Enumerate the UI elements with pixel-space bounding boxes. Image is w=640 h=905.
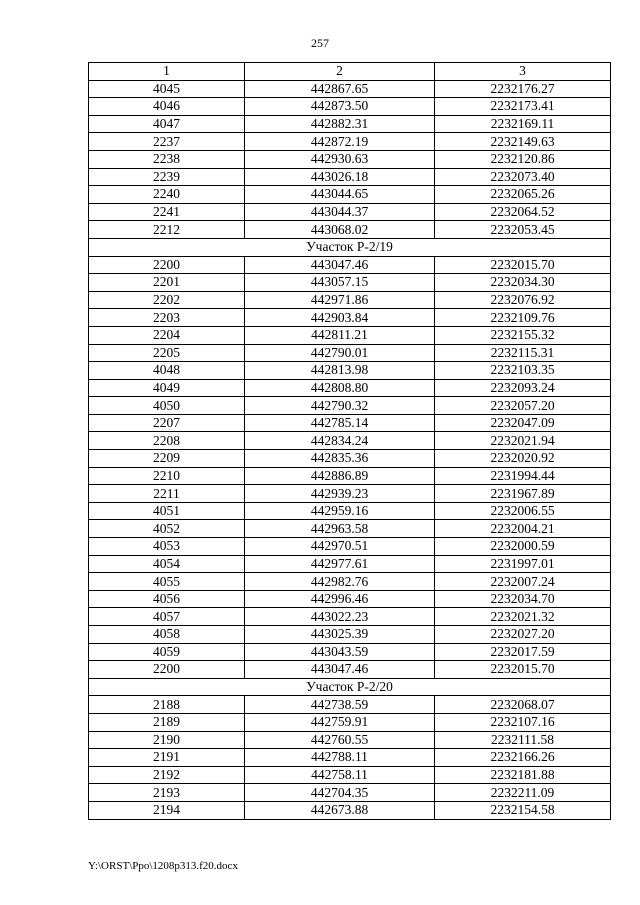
table-row [89,186,611,204]
y-coordinate-cell: 2232103.35 [435,362,611,380]
x-coordinate-cell: 443025.39 [245,626,435,644]
x-coordinate-cell: 442939.23 [245,485,435,503]
x-coordinate-cell: 442977.61 [245,555,435,573]
point-number-cell: 2238 [89,150,245,168]
x-coordinate-cell: 442758.11 [245,766,435,784]
table-row [89,133,611,151]
x-coordinate-cell: 442970.51 [245,538,435,556]
point-number-cell: 4058 [89,626,245,644]
x-coordinate-cell: 443044.37 [245,203,435,221]
table-row [89,432,611,450]
table-row [89,414,611,432]
table-row [89,98,611,116]
y-coordinate-cell: 2232176.27 [435,80,611,98]
table-row [89,696,611,714]
point-number-cell: 2200 [89,256,245,274]
x-coordinate-cell: 443026.18 [245,168,435,186]
table-row [89,309,611,327]
x-coordinate-cell: 442785.14 [245,414,435,432]
table-row [89,661,611,679]
table-row [89,168,611,186]
point-number-cell: 2239 [89,168,245,186]
x-coordinate-cell: 442963.58 [245,520,435,538]
point-number-cell: 4047 [89,115,245,133]
x-coordinate-cell: 442790.01 [245,344,435,362]
y-coordinate-cell: 2232034.70 [435,590,611,608]
y-coordinate-cell: 2232149.63 [435,133,611,151]
y-coordinate-cell: 2232181.88 [435,766,611,784]
table-row [89,538,611,556]
table-row [89,643,611,661]
table-row [89,450,611,468]
table-row [89,256,611,274]
table-row [89,749,611,767]
table-row [89,626,611,644]
x-coordinate-cell: 443043.59 [245,643,435,661]
point-number-cell: 4048 [89,362,245,380]
y-coordinate-cell: 2232006.55 [435,502,611,520]
point-number-cell: 4056 [89,590,245,608]
x-coordinate-cell: 442959.16 [245,502,435,520]
y-coordinate-cell: 2232166.26 [435,749,611,767]
table-row [89,590,611,608]
x-coordinate-cell: 442704.35 [245,784,435,802]
y-coordinate-cell: 2232093.24 [435,379,611,397]
file-path-footer: Y:\ORST\Ppo\1208p313.f20.docx [88,860,238,872]
y-coordinate-cell: 2232027.20 [435,626,611,644]
table-row [89,766,611,784]
y-coordinate-cell: 2232155.32 [435,326,611,344]
y-coordinate-cell: 2231994.44 [435,467,611,485]
point-number-cell: 2241 [89,203,245,221]
point-number-cell: 2203 [89,309,245,327]
y-coordinate-cell: 2232000.59 [435,538,611,556]
point-number-cell: 4059 [89,643,245,661]
section-header-row [89,678,611,696]
point-number-cell: 2205 [89,344,245,362]
section-header-row [89,238,611,256]
column-header: 2 [245,63,435,81]
point-number-cell: 4049 [89,379,245,397]
table-row [89,502,611,520]
table-row [89,485,611,503]
point-number-cell: 2201 [89,274,245,292]
point-number-cell: 2200 [89,661,245,679]
x-coordinate-cell: 442811.21 [245,326,435,344]
y-coordinate-cell: 2232211.09 [435,784,611,802]
table-row [89,731,611,749]
y-coordinate-cell: 2232073.40 [435,168,611,186]
column-header: 1 [89,63,245,81]
x-coordinate-cell: 442872.19 [245,133,435,151]
point-number-cell: 2207 [89,414,245,432]
x-coordinate-cell: 442882.31 [245,115,435,133]
column-header: 3 [435,63,611,81]
y-coordinate-cell: 2232076.92 [435,291,611,309]
table-row [89,203,611,221]
y-coordinate-cell: 2232068.07 [435,696,611,714]
x-coordinate-cell: 442867.65 [245,80,435,98]
point-number-cell: 2212 [89,221,245,239]
table-row [89,274,611,292]
y-coordinate-cell: 2232154.58 [435,801,611,819]
x-coordinate-cell: 442834.24 [245,432,435,450]
point-number-cell: 2211 [89,485,245,503]
x-coordinate-cell: 442808.80 [245,379,435,397]
point-number-cell: 2189 [89,713,245,731]
coordinates-table [88,62,611,820]
point-number-cell: 2210 [89,467,245,485]
point-number-cell: 4053 [89,538,245,556]
y-coordinate-cell: 2232115.31 [435,344,611,362]
table-row [89,608,611,626]
table-row [89,713,611,731]
point-number-cell: 4050 [89,397,245,415]
x-coordinate-cell: 442996.46 [245,590,435,608]
y-coordinate-cell: 2232169.11 [435,115,611,133]
y-coordinate-cell: 2232053.45 [435,221,611,239]
table-row [89,326,611,344]
table-row [89,784,611,802]
x-coordinate-cell: 443022.23 [245,608,435,626]
x-coordinate-cell: 442790.32 [245,397,435,415]
point-number-cell: 2204 [89,326,245,344]
y-coordinate-cell: 2232109.76 [435,309,611,327]
x-coordinate-cell: 442873.50 [245,98,435,116]
x-coordinate-cell: 443057.15 [245,274,435,292]
point-number-cell: 2190 [89,731,245,749]
table-row [89,150,611,168]
table-row [89,291,611,309]
y-coordinate-cell: 2232007.24 [435,573,611,591]
point-number-cell: 2208 [89,432,245,450]
table-row [89,801,611,819]
y-coordinate-cell: 2232173.41 [435,98,611,116]
table-row [89,80,611,98]
y-coordinate-cell: 2232064.52 [435,203,611,221]
table-row [89,397,611,415]
table-row [89,573,611,591]
point-number-cell: 4055 [89,573,245,591]
point-number-cell: 4054 [89,555,245,573]
x-coordinate-cell: 442760.55 [245,731,435,749]
y-coordinate-cell: 2232057.20 [435,397,611,415]
table-row [89,467,611,485]
y-coordinate-cell: 2232015.70 [435,661,611,679]
y-coordinate-cell: 2232065.26 [435,186,611,204]
x-coordinate-cell: 442971.86 [245,291,435,309]
x-coordinate-cell: 443047.46 [245,661,435,679]
y-coordinate-cell: 2232047.09 [435,414,611,432]
table-body [89,80,611,819]
section-title: Участок Р-2/20 [89,678,611,696]
y-coordinate-cell: 2232111.58 [435,731,611,749]
point-number-cell: 2240 [89,186,245,204]
point-number-cell: 4045 [89,80,245,98]
section-title: Участок Р-2/19 [89,238,611,256]
x-coordinate-cell: 442813.98 [245,362,435,380]
point-number-cell: 2237 [89,133,245,151]
table-row [89,379,611,397]
point-number-cell: 2192 [89,766,245,784]
point-number-cell: 2188 [89,696,245,714]
y-coordinate-cell: 2231997.01 [435,555,611,573]
x-coordinate-cell: 442903.84 [245,309,435,327]
y-coordinate-cell: 2232021.94 [435,432,611,450]
table-row [89,555,611,573]
table-row [89,344,611,362]
y-coordinate-cell: 2232034.30 [435,274,611,292]
y-coordinate-cell: 2232004.21 [435,520,611,538]
point-number-cell: 4046 [89,98,245,116]
y-coordinate-cell: 2232015.70 [435,256,611,274]
table-row [89,520,611,538]
y-coordinate-cell: 2232017.59 [435,643,611,661]
x-coordinate-cell: 442788.11 [245,749,435,767]
y-coordinate-cell: 2232120.86 [435,150,611,168]
point-number-cell: 2209 [89,450,245,468]
x-coordinate-cell: 442930.63 [245,150,435,168]
page-number: 257 [311,36,329,50]
x-coordinate-cell: 443044.65 [245,186,435,204]
table-row [89,362,611,380]
x-coordinate-cell: 442835.36 [245,450,435,468]
point-number-cell: 2202 [89,291,245,309]
point-number-cell: 4051 [89,502,245,520]
x-coordinate-cell: 442886.89 [245,467,435,485]
y-coordinate-cell: 2231967.89 [435,485,611,503]
point-number-cell: 2194 [89,801,245,819]
y-coordinate-cell: 2232021.32 [435,608,611,626]
table-header-row [89,63,611,81]
table-row [89,221,611,239]
x-coordinate-cell: 442759.91 [245,713,435,731]
y-coordinate-cell: 2232020.92 [435,450,611,468]
point-number-cell: 2191 [89,749,245,767]
x-coordinate-cell: 443047.46 [245,256,435,274]
x-coordinate-cell: 442738.59 [245,696,435,714]
point-number-cell: 2193 [89,784,245,802]
table-row [89,115,611,133]
point-number-cell: 4057 [89,608,245,626]
x-coordinate-cell: 443068.02 [245,221,435,239]
point-number-cell: 4052 [89,520,245,538]
x-coordinate-cell: 442982.76 [245,573,435,591]
x-coordinate-cell: 442673.88 [245,801,435,819]
y-coordinate-cell: 2232107.16 [435,713,611,731]
